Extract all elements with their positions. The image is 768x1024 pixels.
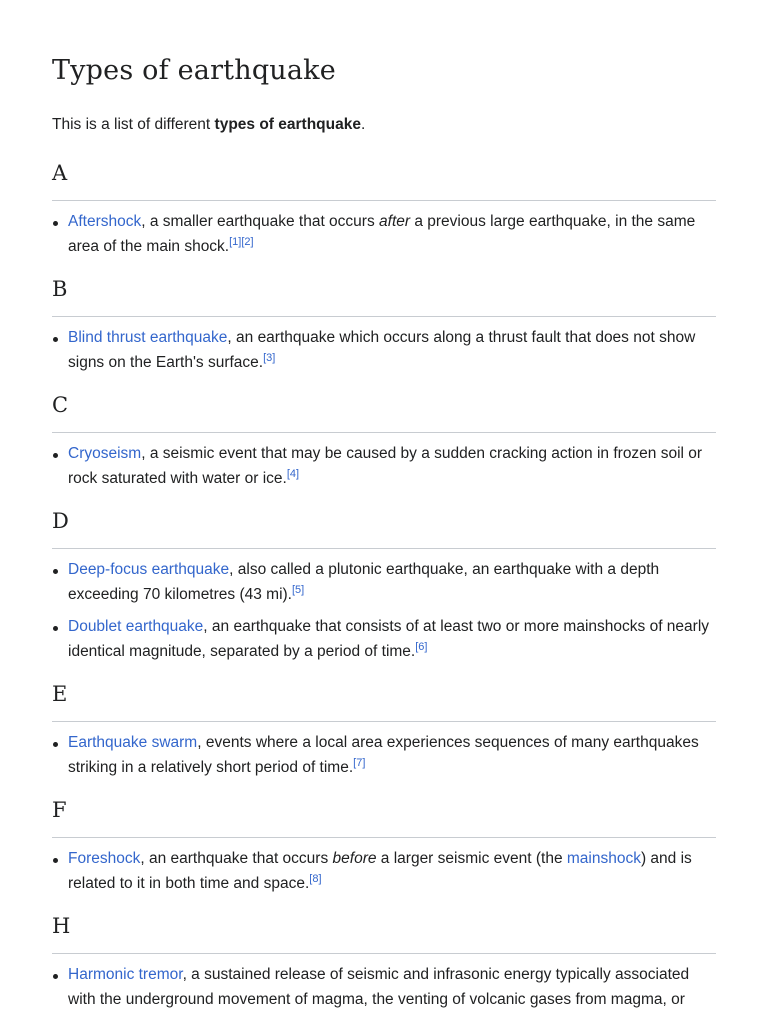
link-earthquake-swarm[interactable]: Earthquake swarm <box>68 734 198 751</box>
item-text: , an earthquake that occurs <box>140 850 333 867</box>
citation <box>309 872 321 884</box>
citation-link[interactable]: [8] <box>309 872 322 885</box>
citation <box>287 467 299 479</box>
link-doublet-earthquake[interactable]: Doublet earthquake <box>68 618 204 635</box>
list-item <box>52 210 716 259</box>
link-foreshock[interactable]: Foreshock <box>68 850 141 867</box>
link-blind-thrust-earthquake[interactable]: Blind thrust earthquake <box>68 329 228 346</box>
list-f <box>52 847 716 896</box>
citation-link[interactable]: [1] <box>229 235 242 248</box>
list-item <box>52 558 716 607</box>
intro-text: This is a list of different <box>52 116 211 133</box>
list-h <box>52 963 716 1012</box>
item-text: , also called a plutonic earthquake, an earthquake with a depth exceeding 70 kilometres (43 mi). <box>68 561 660 603</box>
list-item <box>52 731 716 780</box>
intro-period: . <box>360 116 366 133</box>
citation-link[interactable]: [6] <box>415 640 428 653</box>
list-a <box>52 210 716 259</box>
item-text: a larger seismic event (the <box>376 850 567 867</box>
citation <box>292 583 304 595</box>
section-heading-h: H <box>52 911 716 954</box>
citation <box>353 756 365 768</box>
list-item <box>52 847 716 896</box>
section-heading-f: F <box>52 795 716 838</box>
section-heading-e: E <box>52 679 716 722</box>
item-text: , an earthquake that consists of at least two or more mainshocks of nearly identical magnitude, separated by a period of time. <box>68 618 710 660</box>
citation-link[interactable]: [5] <box>292 583 305 596</box>
citation-link[interactable]: [7] <box>353 756 366 769</box>
item-text: , a seismic event that may be caused by a sudden cracking action in frozen soil or rock saturated with water or ice. <box>68 445 703 487</box>
link-cryoseism[interactable]: Cryoseism <box>68 445 142 462</box>
list-c <box>52 442 716 491</box>
page-title: Types of earthquake <box>52 55 336 86</box>
list-item <box>52 963 716 1012</box>
item-text: , a sustained release of seismic and infrasonic energy typically associated with the underground movement of magma, the venting of volcanic gases from magma, or <box>68 966 690 1008</box>
list-item <box>52 615 716 664</box>
citation <box>229 235 253 247</box>
list-item <box>52 326 716 375</box>
citation-link[interactable]: [3] <box>263 351 276 364</box>
item-text: ) and is related to it in both time and space. <box>68 850 692 892</box>
citation-link[interactable]: [2] <box>241 235 254 248</box>
link-deep-focus-earthquake[interactable]: Deep-focus earthquake <box>68 561 230 578</box>
section-heading-c: C <box>52 390 716 433</box>
link-mainshock[interactable]: mainshock <box>566 850 641 867</box>
list-item <box>52 442 716 491</box>
section-heading-b: B <box>52 274 716 317</box>
link-aftershock[interactable]: Aftershock <box>68 213 142 230</box>
list-e <box>52 731 716 780</box>
citation <box>263 351 275 363</box>
section-heading-d: D <box>52 506 716 549</box>
citation <box>415 640 427 652</box>
intro-bold-term: types of earthquake <box>214 116 361 133</box>
section-heading-a: A <box>52 158 716 201</box>
item-emphasis: before <box>332 850 377 867</box>
link-harmonic-tremor[interactable]: Harmonic tremor <box>68 966 183 983</box>
item-emphasis: after <box>379 213 411 230</box>
citation-link[interactable]: [4] <box>286 467 300 480</box>
item-text: , events where a local area experiences sequences of many earthquakes striking in a relatively short period of time. <box>68 734 699 776</box>
intro-paragraph <box>52 114 716 136</box>
item-text: , a smaller earthquake that occurs <box>141 213 380 230</box>
list-d <box>52 558 716 664</box>
list-b <box>52 326 716 375</box>
item-text: , an earthquake which occurs along a thrust fault that does not show signs on the Earth's surface. <box>68 329 696 371</box>
item-text: a previous large earthquake, in the same area of the main shock. <box>68 213 696 255</box>
